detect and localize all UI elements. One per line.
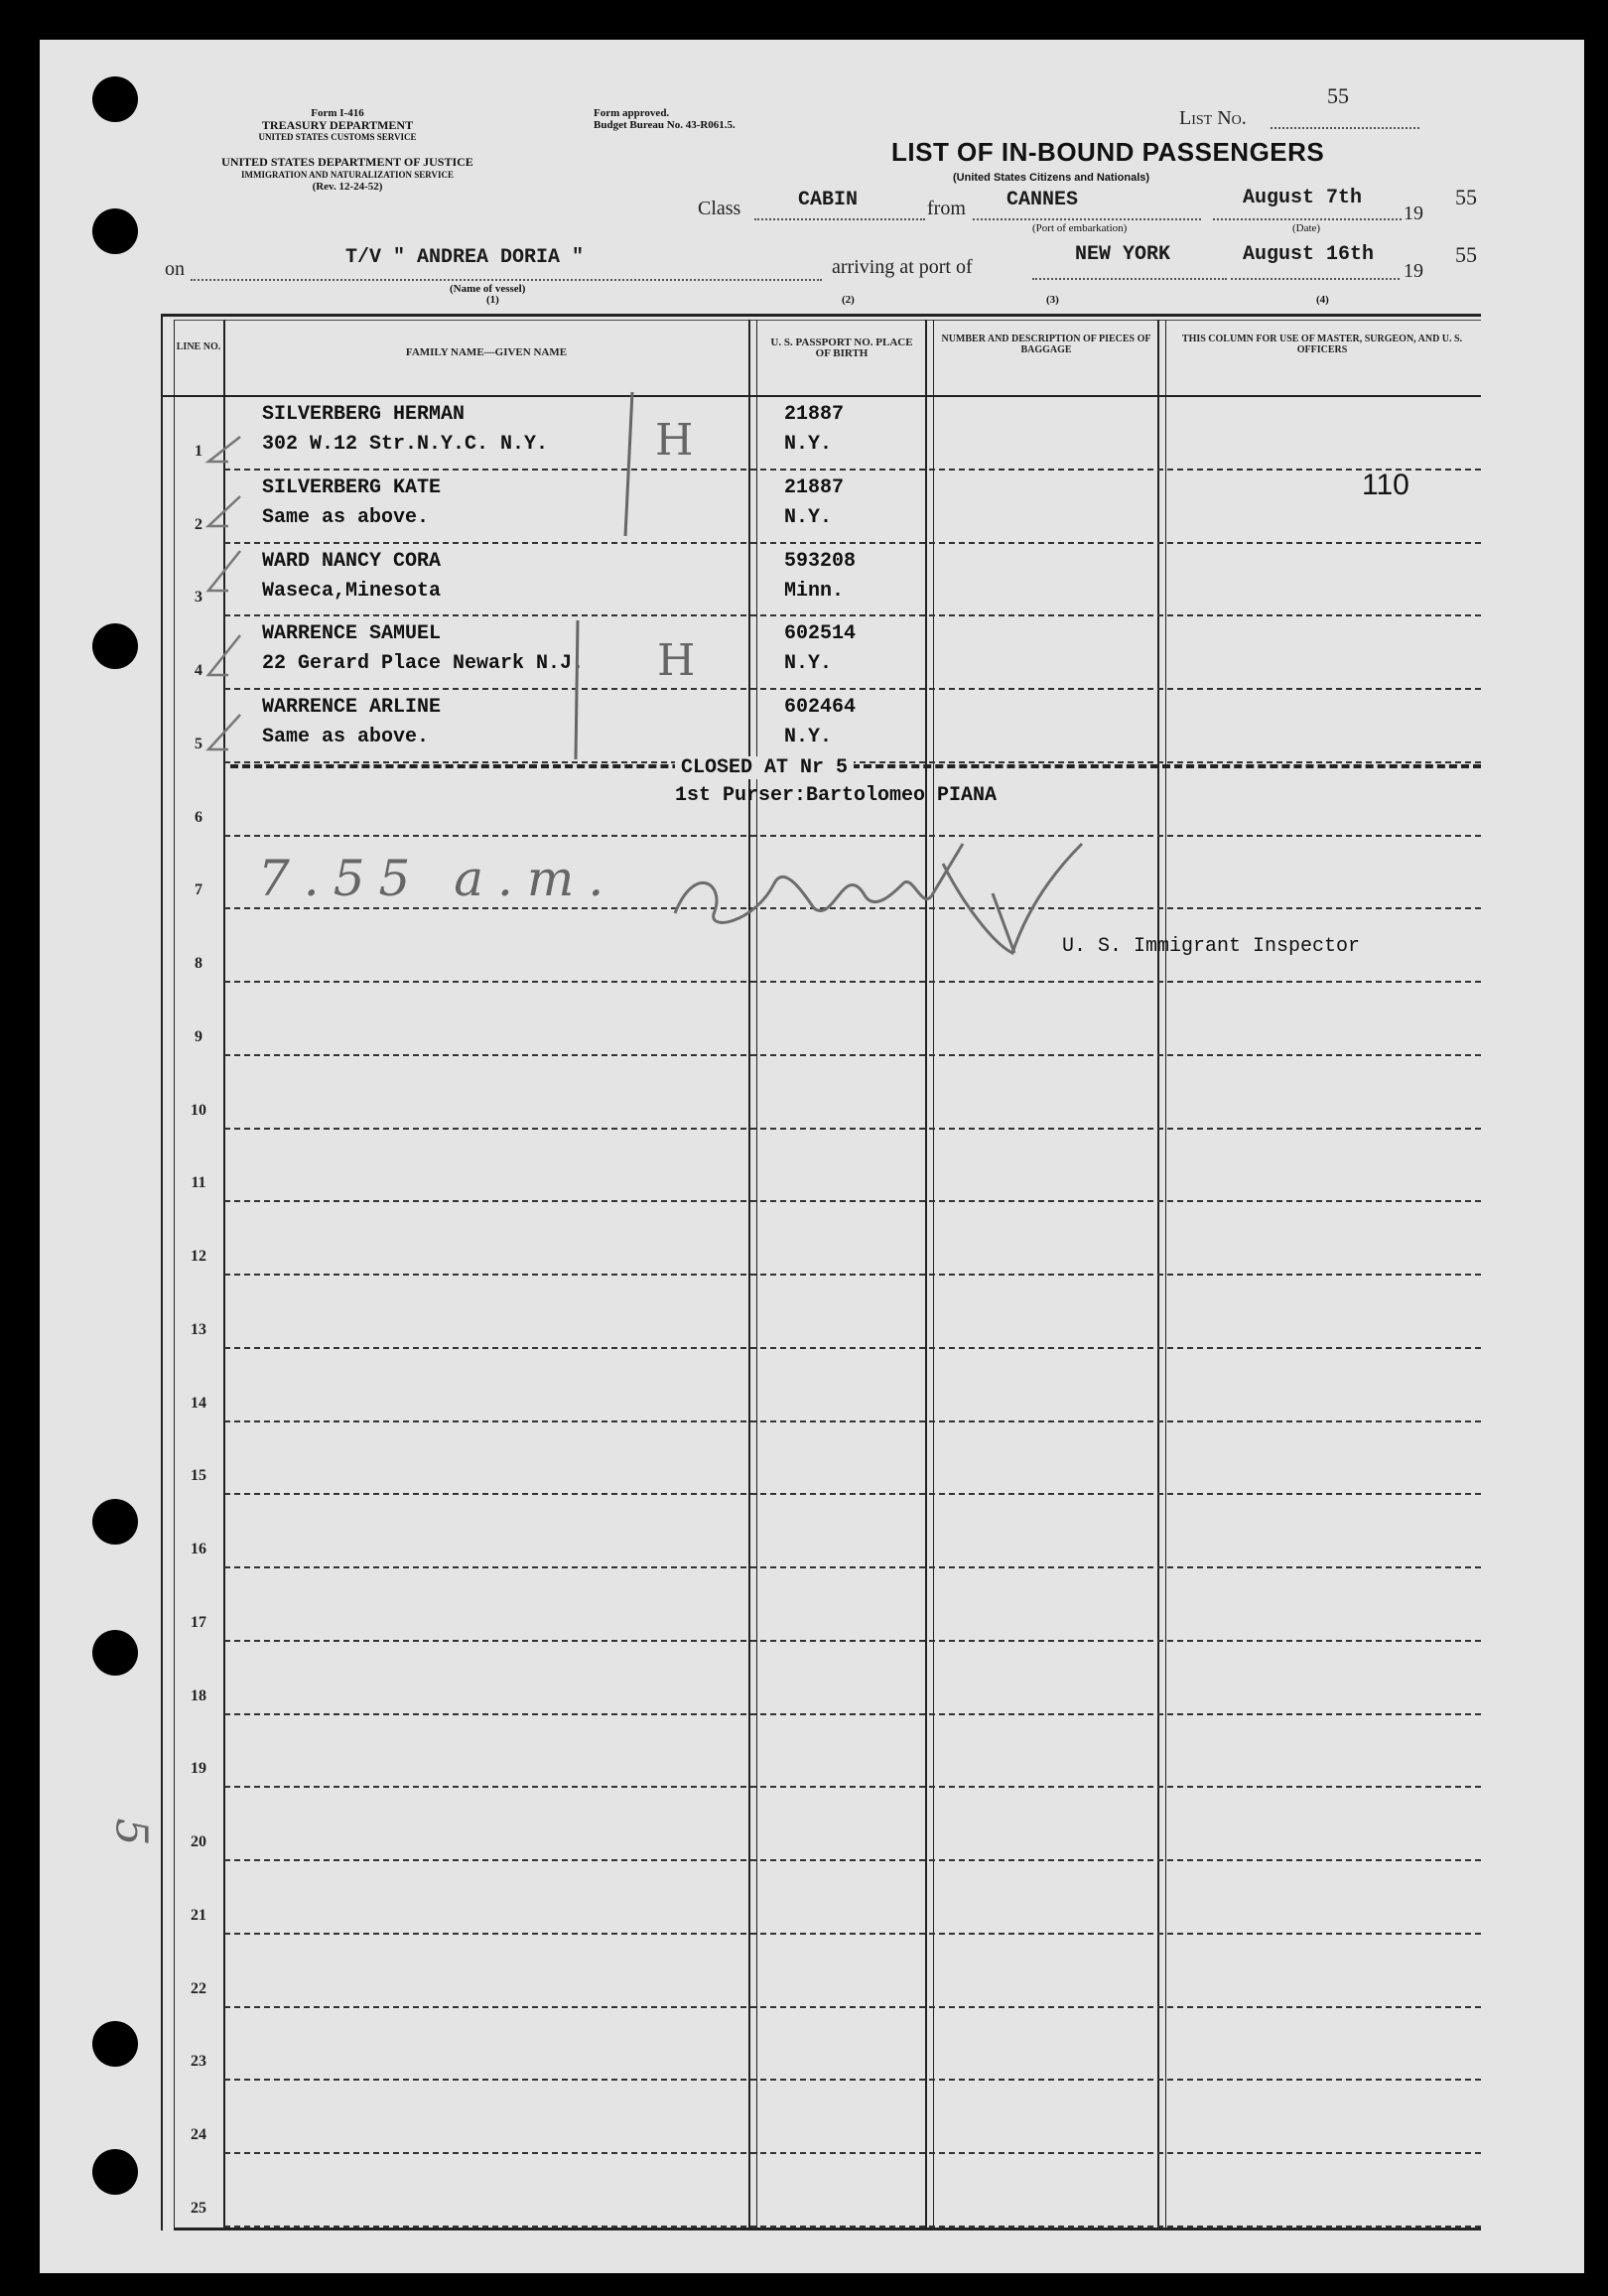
punch-hole: [92, 1630, 138, 1676]
line-number: 5: [195, 735, 202, 752]
arrival-year: 55: [1455, 242, 1477, 267]
line-number: 9: [195, 1027, 202, 1045]
col-num-2: (2): [842, 294, 855, 306]
year-prefix-2: 19: [1404, 260, 1423, 282]
line-number: 6: [195, 808, 202, 826]
embark-date: August 7th: [1243, 187, 1363, 209]
line-number: 25: [191, 2200, 206, 2217]
class-value: CABIN: [798, 189, 859, 211]
form-number: Form I-416: [311, 107, 364, 119]
list-no-label: List No.: [1179, 107, 1247, 129]
row-rule: [224, 2152, 1481, 2154]
line-number: 11: [191, 1174, 206, 1192]
passport-number: 593208: [784, 549, 857, 573]
line-number: 20: [191, 1833, 206, 1851]
form-title: LIST OF IN-BOUND PASSENGERS: [891, 137, 1325, 167]
line-number: 7: [195, 881, 202, 899]
line-number: 10: [191, 1101, 206, 1119]
line-number: 17: [191, 1613, 206, 1631]
line-number: 21: [191, 1906, 206, 1924]
punch-hole: [92, 1499, 138, 1545]
passenger-name: SILVERBERG HERMAN: [262, 403, 466, 426]
row-rule: [224, 2006, 1481, 2008]
passenger-address: Waseca,Minesota: [262, 579, 442, 603]
col-header-name: FAMILY NAME—GIVEN NAME: [405, 346, 568, 358]
customs-service: UNITED STATES CUSTOMS SERVICE: [258, 132, 417, 142]
place-of-birth: N.Y.: [784, 505, 833, 529]
line-number: 24: [191, 2126, 206, 2144]
document-sheet: [40, 40, 1584, 2273]
line-number: 1: [195, 442, 202, 460]
purser-text: 1st Purser:Bartolomeo PIANA: [675, 784, 998, 807]
punch-hole: [92, 623, 138, 669]
line-number: 22: [191, 1979, 206, 1997]
line-number: 13: [191, 1320, 206, 1338]
row-rule: [224, 1640, 1481, 1642]
vessel-caption: (Name of vessel): [450, 283, 526, 295]
form-approved: Form approved.: [594, 107, 670, 119]
line-number: 4: [195, 662, 202, 680]
col-header-baggage: NUMBER AND DESCRIPTION OF PIECES OF BAGGAGE: [941, 334, 1151, 355]
passenger-address: Same as above.: [262, 726, 430, 749]
closed-text: CLOSED AT Nr 5: [675, 756, 854, 779]
passenger-name: WARD NANCY CORA: [262, 549, 442, 573]
punch-hole: [92, 2021, 138, 2067]
col-header-passport: U. S. PASSPORT NO. PLACE OF BIRTH: [770, 337, 913, 359]
handwritten-time: 7.55 a.m.: [258, 850, 618, 907]
row-rule: [224, 1420, 1481, 1422]
line-number: 15: [191, 1467, 206, 1485]
row-rule: [224, 1347, 1481, 1349]
passport-number: 21887: [784, 403, 845, 426]
line-number: 19: [191, 1760, 206, 1778]
line-number: 14: [191, 1394, 206, 1412]
port-embarkation: CANNES: [1006, 189, 1079, 211]
line-number: 12: [191, 1248, 206, 1266]
passport-number: 602464: [784, 696, 857, 720]
row-rule: [224, 1786, 1481, 1788]
punch-hole: [92, 76, 138, 122]
passenger-address: 22 Gerard Place Newark N.J.: [262, 652, 585, 676]
hand-mark-h2: H: [657, 635, 696, 686]
embark-year: 55: [1455, 185, 1477, 209]
date-caption: (Date): [1292, 222, 1321, 234]
revision: (Rev. 12-24-52): [312, 181, 383, 193]
row-rule: [224, 1859, 1481, 1861]
line-number: 18: [191, 1687, 206, 1704]
class-label: Class: [698, 198, 741, 219]
punch-hole: [92, 208, 138, 254]
line-number: 8: [195, 955, 202, 973]
passenger-name: WARRENCE ARLINE: [262, 696, 442, 720]
line-number: 3: [195, 589, 202, 607]
row-rule: [224, 1128, 1481, 1130]
row-rule: [224, 1274, 1481, 1276]
list-number: 55: [1327, 83, 1349, 108]
port-caption: (Port of embarkation): [1032, 222, 1128, 234]
row-rule: [224, 1933, 1481, 1935]
col-header-line: LINE NO.: [176, 341, 221, 352]
hand-mark-h1: H: [655, 415, 694, 466]
check-marks: [189, 387, 744, 784]
inspector-label: U. S. Immigrant Inspector: [1062, 935, 1361, 958]
place-of-birth: N.Y.: [784, 652, 833, 676]
officer-note: 110: [1362, 469, 1409, 501]
passenger-address: 302 W.12 Str.N.Y.C. N.Y.: [262, 433, 549, 456]
row-rule: [224, 1493, 1481, 1495]
passport-number: 21887: [784, 475, 845, 499]
line-number: 23: [191, 2053, 206, 2071]
passport-number: 602514: [784, 622, 857, 646]
line-number: 16: [191, 1541, 206, 1558]
arrival-date: August 16th: [1243, 243, 1375, 266]
row-rule: [224, 1566, 1481, 1568]
row-rule: [224, 1713, 1481, 1715]
passenger-name: WARRENCE SAMUEL: [262, 622, 442, 646]
col-header-officers: THIS COLUMN FOR USE OF MASTER, SURGEON, AND U. S. OFFICERS: [1181, 334, 1463, 355]
arriving-label: arriving at port of: [832, 256, 973, 278]
on-label: on: [165, 258, 185, 280]
passenger-address: Same as above.: [262, 505, 430, 529]
line-number: 2: [195, 515, 202, 533]
margin-note: 5: [105, 1818, 157, 1846]
justice-dept: UNITED STATES DEPARTMENT OF JUSTICE: [221, 155, 473, 169]
col-num-4: (4): [1316, 294, 1329, 306]
row-rule: [224, 1054, 1481, 1056]
row-rule: [224, 2226, 1481, 2228]
place-of-birth: Minn.: [784, 579, 845, 603]
place-of-birth: N.Y.: [784, 433, 833, 456]
col-num-3: (3): [1046, 294, 1059, 306]
row-rule: [224, 1200, 1481, 1202]
row-rule: [224, 981, 1481, 983]
budget-bureau: Budget Bureau No. 43-R061.5.: [594, 119, 736, 131]
vessel-name: T/V " ANDREA DORIA ": [345, 246, 585, 269]
year-prefix: 19: [1404, 203, 1423, 224]
form-subtitle: (United States Citizens and Nationals): [953, 172, 1150, 184]
from-label: from: [927, 198, 966, 219]
place-of-birth: N.Y.: [784, 726, 833, 749]
row-rule: [224, 2079, 1481, 2081]
vessel-caption-num: (1): [486, 294, 499, 306]
passenger-name: SILVERBERG KATE: [262, 475, 442, 499]
punch-hole: [92, 2149, 138, 2195]
treasury-dept: TREASURY DEPARTMENT: [261, 118, 414, 132]
ins-service: IMMIGRATION AND NATURALIZATION SERVICE: [241, 170, 454, 180]
arrival-port: NEW YORK: [1075, 243, 1171, 266]
